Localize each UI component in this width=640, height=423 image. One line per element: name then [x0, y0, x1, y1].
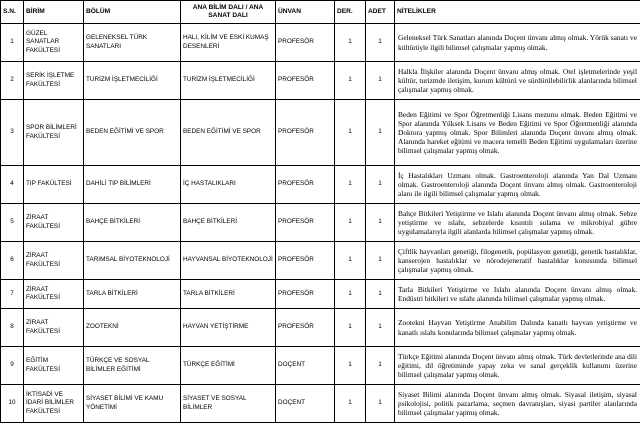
cell-abd: TÜRKÇE EĞİTİMİ: [181, 347, 276, 385]
cell-adet: 1: [366, 385, 395, 423]
cell-adet: 1: [366, 280, 395, 309]
table-row: [1, 385, 640, 423]
cell-abd: TARLA BİTKİLERİ: [181, 280, 276, 309]
table-body: [1, 24, 640, 423]
cell-unvan: PROFESÖR: [276, 166, 335, 204]
header-der: DER.: [335, 1, 366, 24]
cell-bolum: TÜRKÇE VE SOSYAL BİLİMLER EĞİTİMİ: [84, 347, 181, 385]
header-nitelikler: NİTELİKLER: [395, 1, 640, 24]
table-row: [1, 204, 640, 242]
cell-unvan: PROFESÖR: [276, 100, 335, 166]
cell-der: 1: [335, 204, 366, 242]
cell-abd: BAHÇE BİTKİLERİ: [181, 204, 276, 242]
cell-birim: GÜZEL SANATLAR FAKÜLTESİ: [24, 24, 84, 62]
header-abd: ANA BİLİM DALI / ANA SANAT DALI: [181, 1, 276, 24]
cell-bolum: TURİZM İŞLETMECİLİĞİ: [84, 62, 181, 100]
table-row: [1, 166, 640, 204]
cell-adet: 1: [366, 309, 395, 347]
cell-nitelikler: Geleneksel Türk Sanatları alanında Doçent ünvanı almış olmak. Yörük sanatı ve kültürüyle ilgili bilimsel çalışmalar yapmış olmak.: [395, 24, 640, 62]
cell-nitelikler: Siyaset Bilimi alanında Doçent ünvanı almış olmak. Siyasal iletişim, siyasal psikolojisi, politik pazarlama, seçmen davranışları, siyasi partiler alanlarında bilimsel çalışmalar yapmış olmak.: [395, 385, 640, 423]
header-birim: BİRİM: [24, 1, 84, 24]
cell-adet: 1: [366, 62, 395, 100]
cell-nitelikler: Halkla İlişkiler alanında Doçent ünvanı almış olmak. Otel işletmelerinde yeşil kültür, turizmde iletişim, kurum kültürü ve sürdürülebilirlik alanlarında bilimsel çalışmalar yapmış olmak.: [395, 62, 640, 100]
cell-bolum: GELENEKSEL TÜRK SANATLARI: [84, 24, 181, 62]
table-row: [1, 347, 640, 385]
cell-bolum: BEDEN EĞİTİMİ VE SPOR: [84, 100, 181, 166]
cell-abd: HAYVAN YETİŞTİRME: [181, 309, 276, 347]
cell-bolum: TARIMSAL BİYOTEKNOLOJİ: [84, 242, 181, 280]
cell-sn: 6: [1, 242, 24, 280]
cell-bolum: ZOOTEKNİ: [84, 309, 181, 347]
cell-abd: TURİZM İŞLETMECİLİĞİ: [181, 62, 276, 100]
cell-birim: İKTİSADİ VE İDARİ BİLİMLER FAKÜLTESİ: [24, 385, 84, 423]
cell-adet: 1: [366, 24, 395, 62]
cell-unvan: PROFESÖR: [276, 242, 335, 280]
cell-birim: SERİK İŞLETME FAKÜLTESİ: [24, 62, 84, 100]
cell-der: 1: [335, 280, 366, 309]
header-row: [1, 1, 640, 24]
cell-sn: 3: [1, 100, 24, 166]
table-row: [1, 24, 640, 62]
cell-sn: 8: [1, 309, 24, 347]
cell-der: 1: [335, 347, 366, 385]
cell-bolum: TARLA BİTKİLERİ: [84, 280, 181, 309]
header-sn: S.N.: [1, 1, 24, 24]
cell-bolum: BAHÇE BİTKİLERİ: [84, 204, 181, 242]
cell-sn: 10: [1, 385, 24, 423]
cell-abd: İÇ HASTALIKLARI: [181, 166, 276, 204]
cell-unvan: PROFESÖR: [276, 280, 335, 309]
cell-der: 1: [335, 24, 366, 62]
cell-birim: EĞİTİM FAKÜLTESİ: [24, 347, 84, 385]
cell-adet: 1: [366, 166, 395, 204]
cell-bolum: SİYASET BİLİMİ VE KAMU YÖNETİMİ: [84, 385, 181, 423]
cell-unvan: DOÇENT: [276, 347, 335, 385]
table-row: [1, 62, 640, 100]
table-header: [1, 1, 640, 24]
cell-bolum: DAHİLİ TIP BİLİMLERİ: [84, 166, 181, 204]
cell-der: 1: [335, 385, 366, 423]
cell-nitelikler: Bahçe Bitkileri Yetiştirme ve Islahı alanında Doçent ünvanı almış olmak. Sebze yetiştirme ve ıslahı, sebzelerde kısıntılı sulama ve mikrobiyal gübre uygulamalarıyla ilgili alanlarda bilimsel çalışmalar yapmış olmak.: [395, 204, 640, 242]
cell-unvan: PROFESÖR: [276, 62, 335, 100]
table-row: [1, 280, 640, 309]
table-row: [1, 100, 640, 166]
cell-der: 1: [335, 309, 366, 347]
cell-der: 1: [335, 242, 366, 280]
cell-abd: BEDEN EĞİTİMİ VE SPOR: [181, 100, 276, 166]
cell-unvan: PROFESÖR: [276, 24, 335, 62]
header-unvan: ÜNVAN: [276, 1, 335, 24]
cell-der: 1: [335, 166, 366, 204]
cell-sn: 7: [1, 280, 24, 309]
cell-nitelikler: Zootekni Hayvan Yetiştirme Anabilim Dalında kanatlı hayvan yetiştirme ve kanatlı ıslahı konularında bilimsel çalışmalar yapmış olmak.: [395, 309, 640, 347]
cell-birim: ZİRAAT FAKÜLTESİ: [24, 204, 84, 242]
cell-der: 1: [335, 62, 366, 100]
cell-unvan: PROFESÖR: [276, 309, 335, 347]
cell-der: 1: [335, 100, 366, 166]
cell-sn: 9: [1, 347, 24, 385]
cell-sn: 1: [1, 24, 24, 62]
cell-nitelikler: Tarla Bitkileri Yetiştirme ve Islahı alanında Doçent ünvanı almış olmak. Endüstri bitkileri ve ıslahı alanında bilimsel çalışmalar yapmış olmak.: [395, 280, 640, 309]
cell-nitelikler: Türkçe Eğitimi alanında Doçent ünvanı almış olmak. Türk devletlerinde ana dili eğitimi, dil öğretiminde yapay zeka ve sanal gerçeklik kullanımı üzerine bilimsel çalışmalar yapmış olmak.: [395, 347, 640, 385]
table-row: [1, 309, 640, 347]
cell-unvan: DOÇENT: [276, 385, 335, 423]
cell-birim: ZİRAAT FAKÜLTESİ: [24, 242, 84, 280]
cell-sn: 4: [1, 166, 24, 204]
cell-sn: 2: [1, 62, 24, 100]
cell-nitelikler: İç Hastalıkları Uzmanı olmak. Gastroenteroloji alanında Yan Dal Uzmanı olmak. Gastroenteroloji alanında Doçent ünvanı almış olmak. Gastroenteroloji alanı ile ilgili bilimsel çalışmalar yapmış olmak.: [395, 166, 640, 204]
cell-birim: ZİRAAT FAKÜLTESİ: [24, 309, 84, 347]
cell-nitelikler: Çiftlik hayvanları genetiği, filogenetik, popülasyon genetiği, genetik hastalıklar, kanserojen hastalıklar ve nörodejeneratif hastalıklar konusunda bilimsel çalışmalar yapmış olmak.: [395, 242, 640, 280]
cell-nitelikler: Beden Eğitimi ve Spor Öğretmenliği Lisans mezunu olmak. Beden Eğitimi ve Spor alanında Yüksek Lisans ve Beden Eğitimi ve Spor Öğretmenliği alanında Doktora yapmış olmak. Spor Bilimleri alanında Doçent ünvanı almış olmak. Alanında hareket eğitimi ve macera temelli Beden Eğitimi uygulamaları üzerine bilimsel çalışmalar yapmış olmak.: [395, 100, 640, 166]
cell-birim: TIP FAKÜLTESİ: [24, 166, 84, 204]
cell-adet: 1: [366, 100, 395, 166]
cell-unvan: PROFESÖR: [276, 204, 335, 242]
cell-adet: 1: [366, 204, 395, 242]
header-adet: ADET: [366, 1, 395, 24]
cell-adet: 1: [366, 242, 395, 280]
cell-abd: HAYVANSAL BİYOTEKNOLOJİ: [181, 242, 276, 280]
cell-birim: SPOR BİLİMLERİ FAKÜLTESİ: [24, 100, 84, 166]
cell-abd: SİYASET VE SOSYAL BİLİMLER: [181, 385, 276, 423]
cell-abd: HALI, KİLİM VE ESKİ KUMAŞ DESENLERİ: [181, 24, 276, 62]
table-row: [1, 242, 640, 280]
cell-birim: ZİRAAT FAKÜLTESİ: [24, 280, 84, 309]
header-bolum: BÖLÜM: [84, 1, 181, 24]
cell-adet: 1: [366, 347, 395, 385]
cell-sn: 5: [1, 204, 24, 242]
